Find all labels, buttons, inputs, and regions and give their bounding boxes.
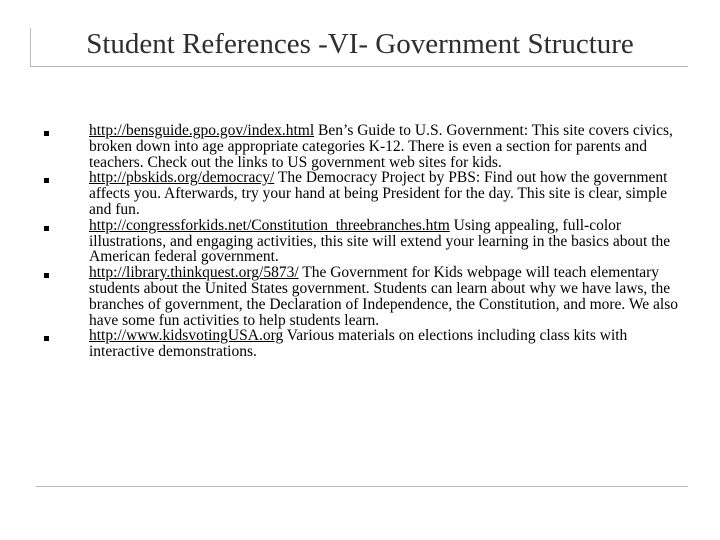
title-horizontal-rule bbox=[30, 66, 688, 67]
reference-item-pbskids bbox=[42, 170, 682, 217]
reference-item-thinkquest bbox=[42, 265, 682, 328]
reference-description-kidsvoting: Various materials on elections including class kits with interactive demonstrations. bbox=[89, 327, 628, 361]
reference-item-congressforkids bbox=[42, 218, 682, 265]
reference-description-congressforkids: Using appealing, full-color illustrations, and engaging activities, this site will extend your learning in the basics about the American federal government. bbox=[89, 216, 671, 266]
reference-description-thinkquest: The Government for Kids webpage will teach elementary students about the United States government. Students can learn about why we have laws, the branches of government, the Declaration of Independence, the Constitution, and more. We also have some fun activities to help students learn. bbox=[89, 264, 678, 329]
reference-link-bensguide[interactable]: http://bensguide.gpo.gov/index.html bbox=[89, 122, 315, 139]
reference-link-congressforkids[interactable]: http://congressforkids.net/Constitution_threebranches.htm bbox=[89, 216, 450, 234]
reference-item-kidsvoting bbox=[42, 328, 682, 360]
reference-link-kidsvoting[interactable]: http://www.kidsvotingUSA.org bbox=[89, 327, 284, 345]
square-bullet-icon bbox=[44, 273, 49, 278]
square-bullet-icon bbox=[44, 336, 49, 341]
square-bullet-icon bbox=[44, 178, 49, 183]
reference-description-bensguide: Ben’s Guide to U.S. Government: This site covers civics, broken down into age appropriate categories K-12. There is even a section for parents and teachers. Check out the links to US government web sites for kids. bbox=[89, 122, 673, 171]
slide-title: Student References -VI- Government Structure bbox=[86, 28, 634, 60]
reference-link-pbskids[interactable]: http://pbskids.org/democracy/ bbox=[89, 169, 275, 187]
reference-item-bensguide bbox=[42, 123, 682, 170]
reference-link-thinkquest[interactable]: http://library.thinkquest.org/5873/ bbox=[89, 264, 299, 282]
reference-description-pbskids: The Democracy Project by PBS: Find out how the government affects you. Afterwards, try your hand at being President for the day. This site is clear, simple and fun. bbox=[89, 169, 668, 218]
square-bullet-icon bbox=[44, 226, 49, 231]
square-bullet-icon bbox=[44, 131, 49, 136]
footer-rule bbox=[36, 486, 688, 487]
references-list bbox=[42, 123, 682, 360]
